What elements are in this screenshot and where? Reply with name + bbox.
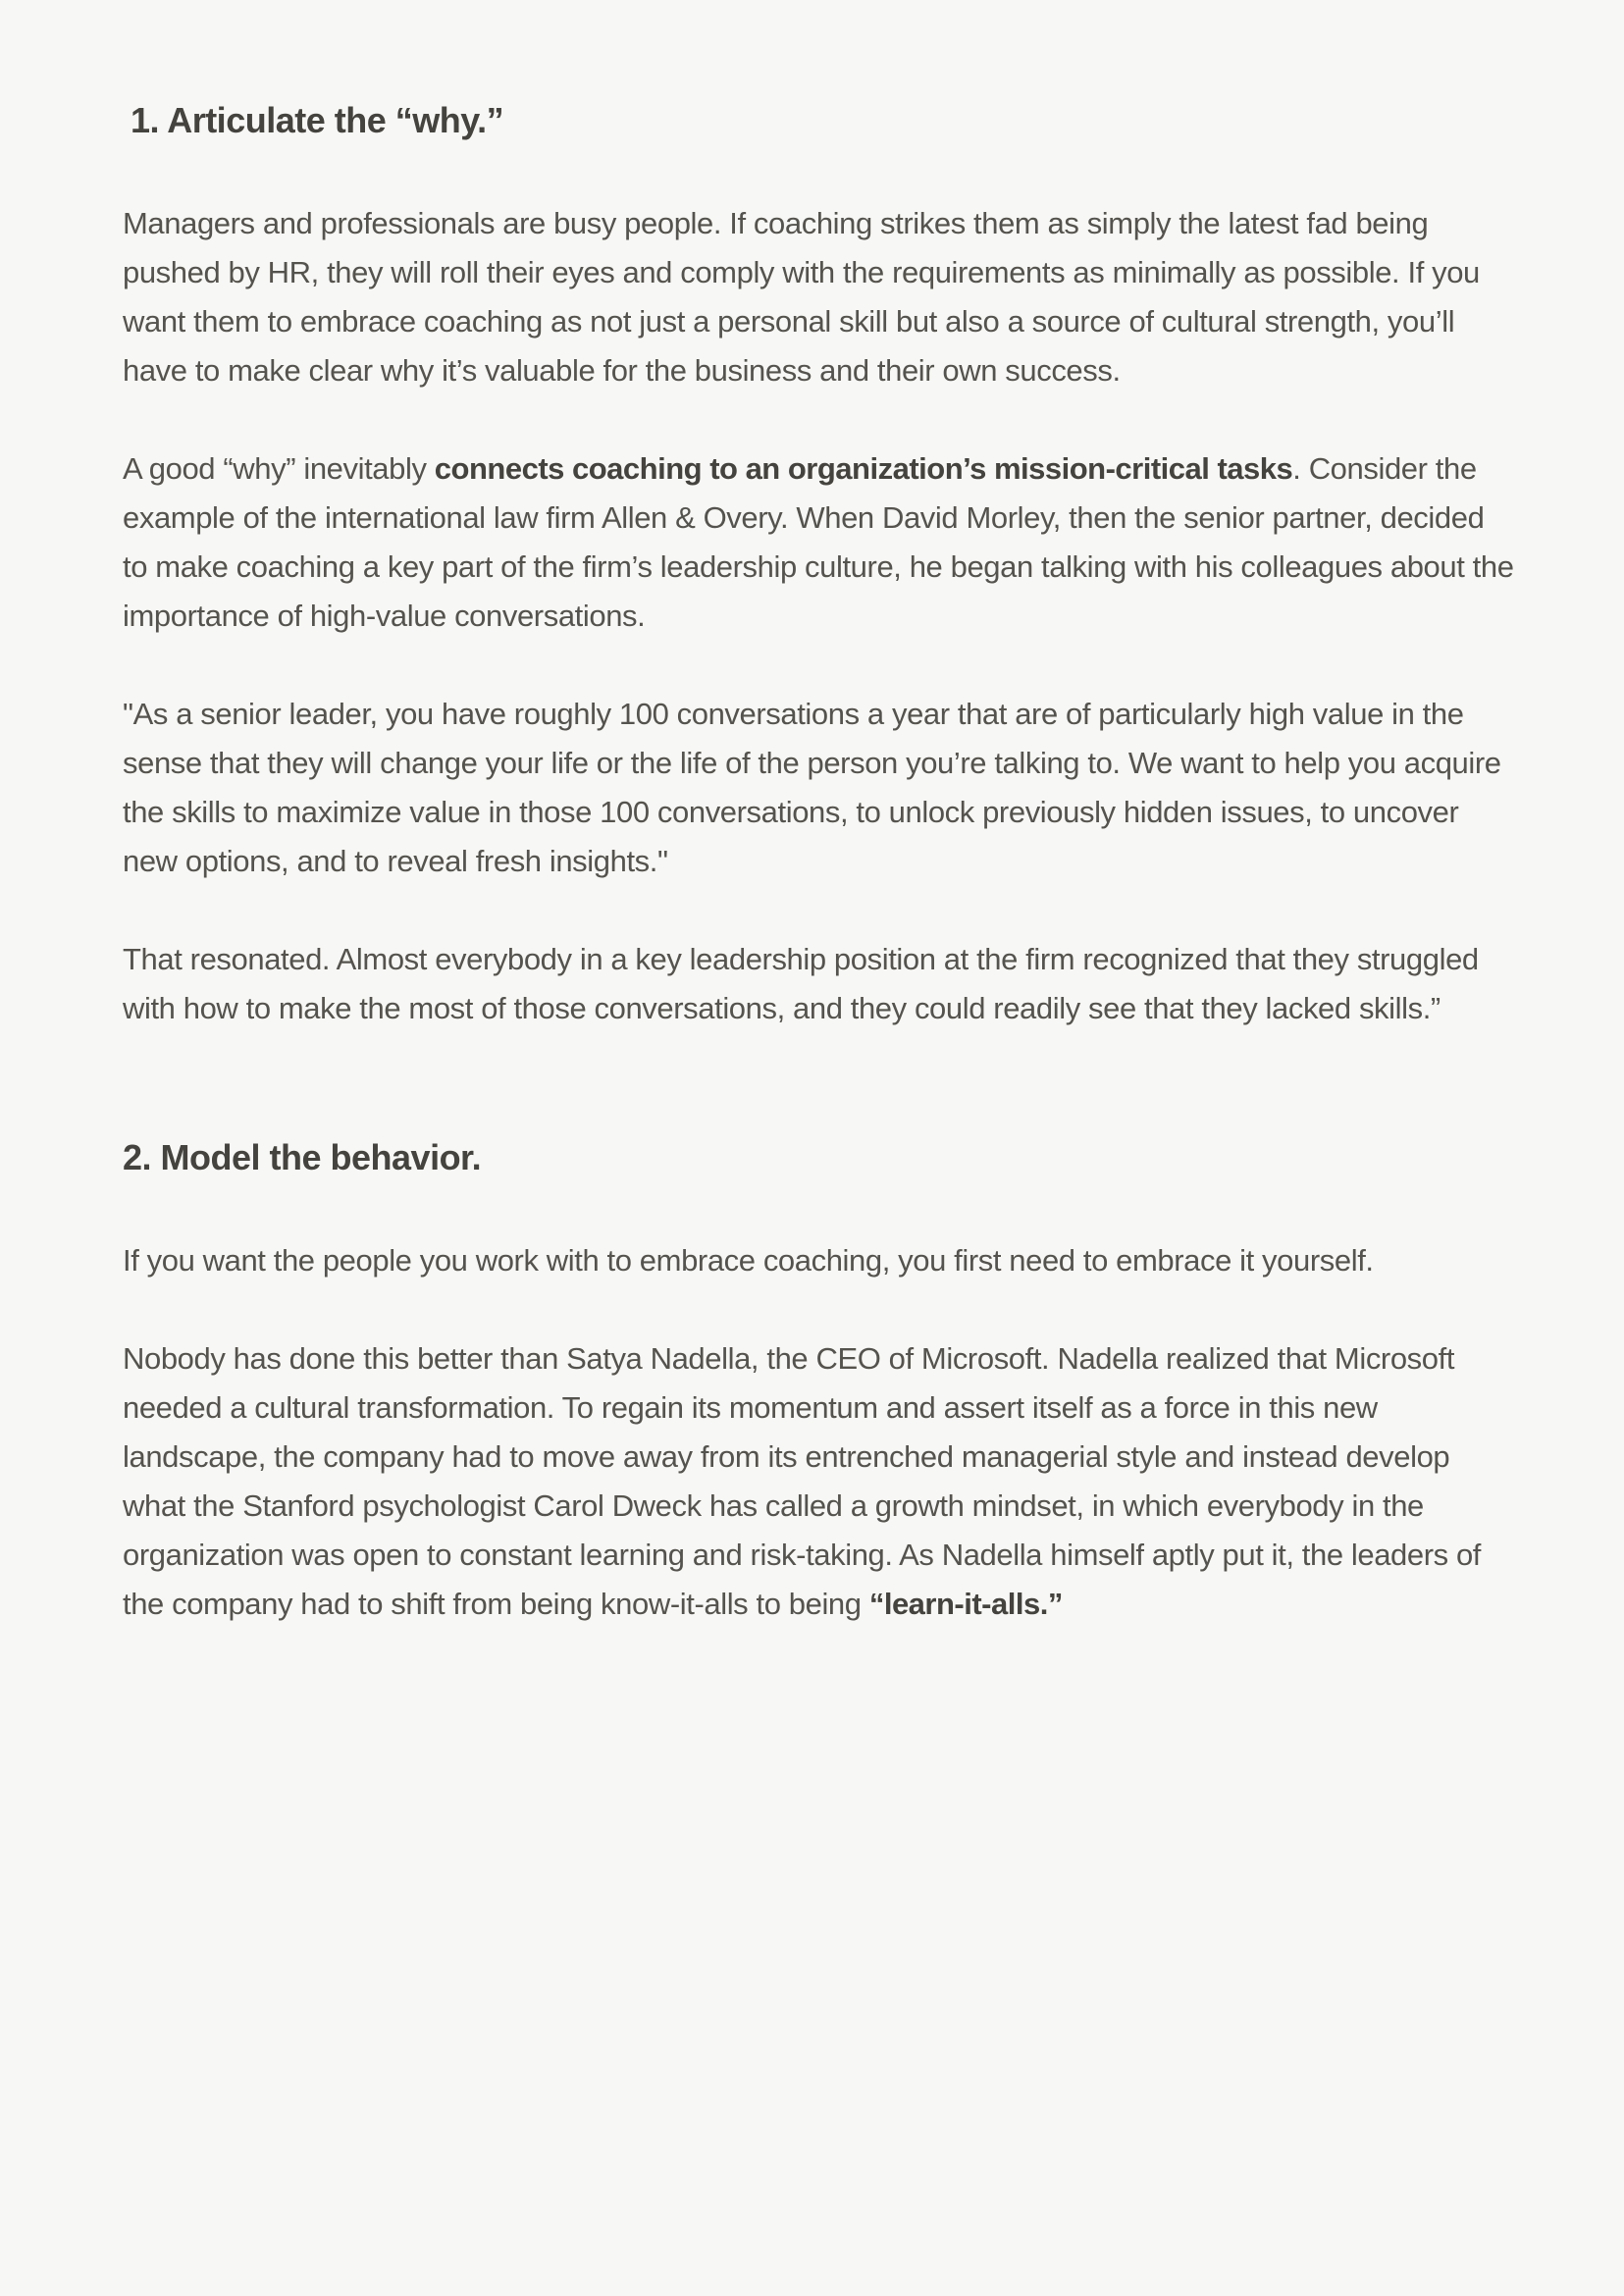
paragraph-2 <box>123 444 1516 641</box>
paragraph-4 <box>123 935 1516 1033</box>
text-run: . Consider the example of the international law firm Allen & Overy. When David Morley, then the senior partner, decided to make coaching a key part of the firm’s leadership culture, he began talking with his colleagues about the importance of high-value conversations. <box>123 451 1514 633</box>
gap-before-section-2 <box>123 1082 1516 1131</box>
bold-text-run: connects coaching to an organization’s mission-critical tasks <box>434 451 1293 486</box>
paragraph-3-quote <box>123 690 1516 886</box>
paragraph-5 <box>123 1236 1516 1285</box>
paragraph-6 <box>123 1334 1516 1629</box>
text-run: A good “why” inevitably <box>123 451 435 486</box>
text-run: That resonated. Almost everybody in a key leadership position at the firm recognized that they struggled with how to make the most of those conversations, and they could readily see that they lacked skills.” <box>123 942 1479 1025</box>
paragraph-1 <box>123 199 1516 395</box>
bold-text-run: “learn-it-alls.” <box>868 1587 1063 1621</box>
text-run: Nobody has done this better than Satya Nadella, the CEO of Microsoft. Nadella realized that Microsoft needed a cultural transformation. To regain its momentum and assert itself as a force in this new landscape, the company had to move away from its entrenched managerial style and instead develop what the Stanford psychologist Carol Dweck has called a growth mindset, in which everybody in the organization was open to constant learning and risk-taking. As Nadella himself aptly put it, the leaders of the company had to shift from being know-it-alls to being <box>123 1341 1482 1621</box>
section-1-heading: 1. Articulate the “why.” <box>131 100 504 140</box>
text-run: If you want the people you work with to embrace coaching, you first need to embrace it yourself. <box>123 1243 1374 1278</box>
text-run: "As a senior leader, you have roughly 100 conversations a year that are of particularly high value in the sense that they will change your life or the life of the person you’re talking to. We want to help you acquire the skills to maximize value in those 100 conversations, to unlock previously hidden issues, to uncover new options, and to reveal fresh insights." <box>123 697 1501 878</box>
section-2-heading: 2. Model the behavior. <box>123 1137 482 1177</box>
text-run: Managers and professionals are busy people. If coaching strikes them as simply the latest fad being pushed by HR, they will roll their eyes and comply with the requirements as minimally as possible. If you want them to embrace coaching as not just a personal skill but also a source of cultural strength, you’ll have to make clear why it’s valuable for the business and their own success. <box>123 206 1480 388</box>
